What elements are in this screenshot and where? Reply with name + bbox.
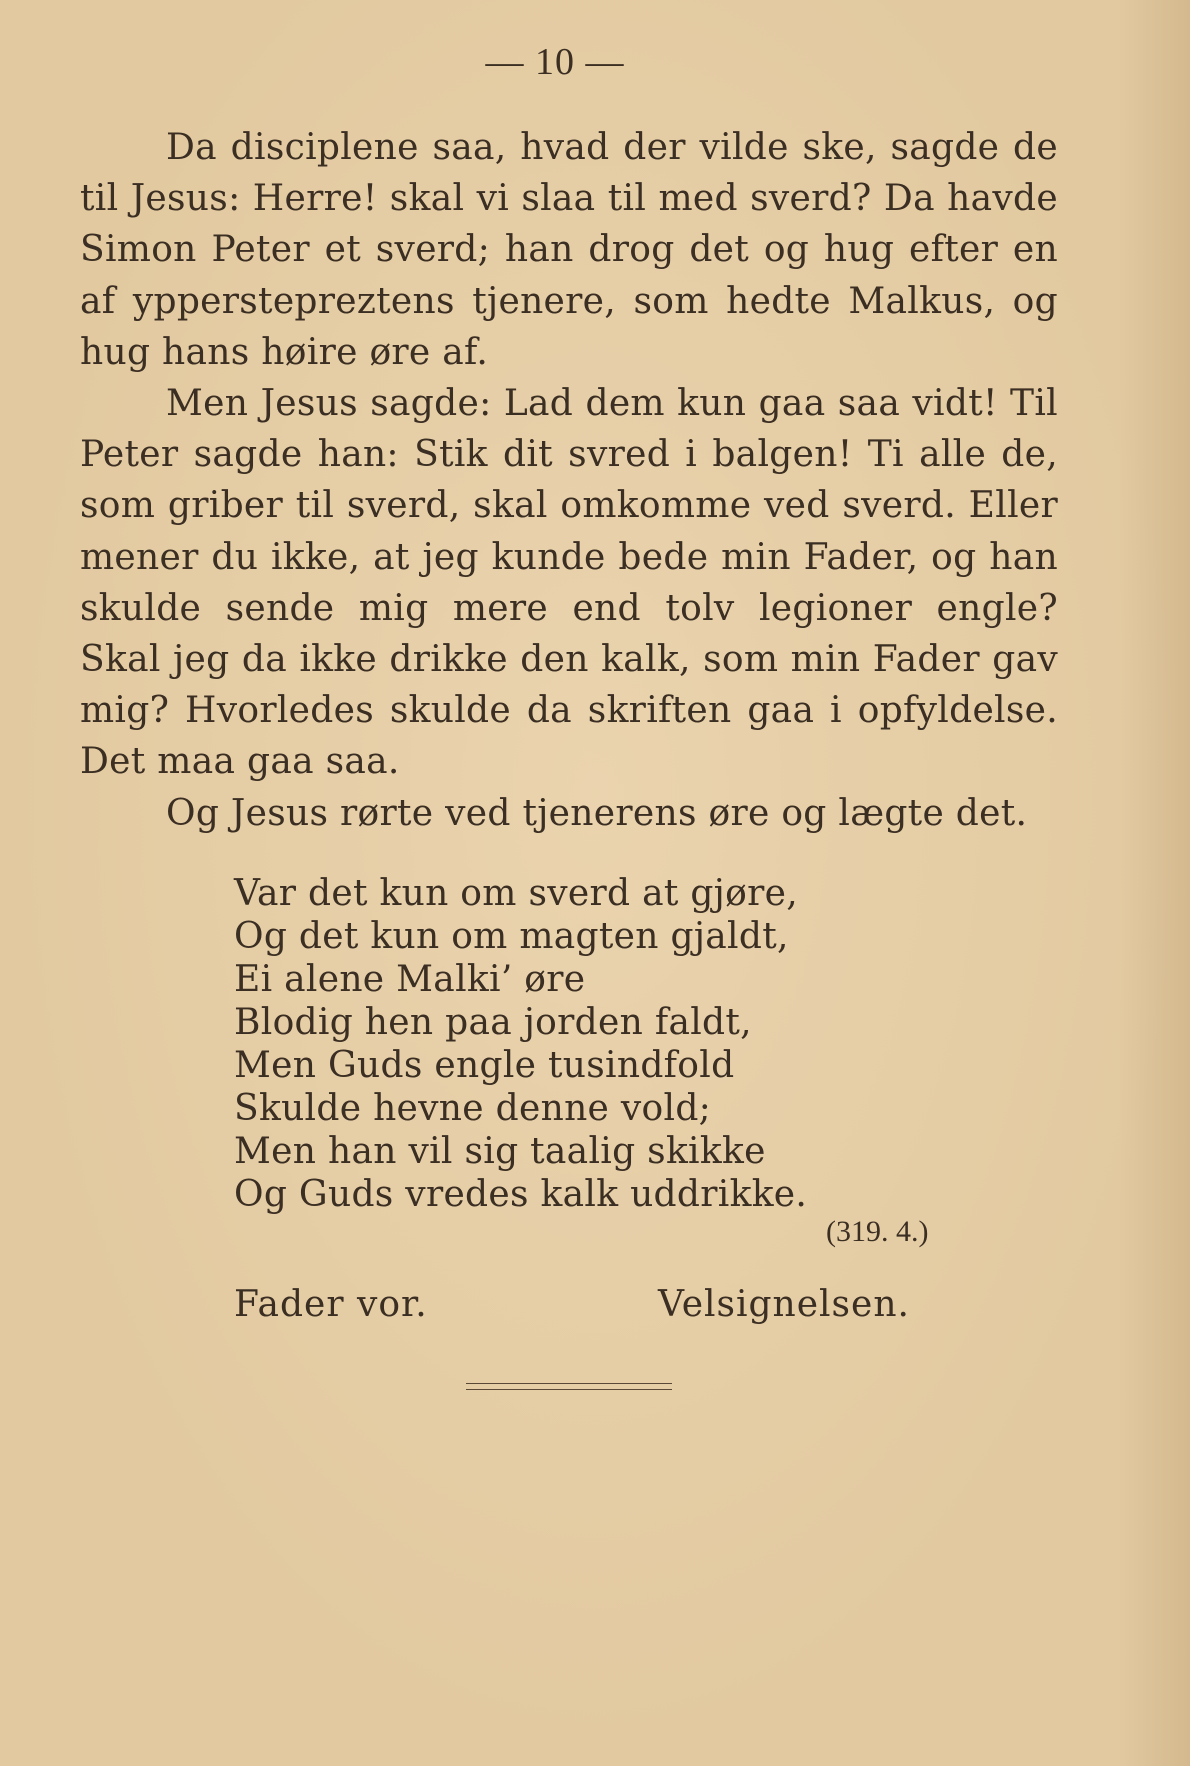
paragraph: Men Jesus sagde: Lad dem kun gaa saa vidt! Til Peter sagde han: Stik dit svred i balgen! Ti alle de, som griber til sverd, skal omkomme ved sverd. Eller mener du ikke, at jeg kunde bede min Fader, og han skulde sende mig mere end tolv legioner engle? Skal jeg da ikke drikke den kalk, som min Fader gav mig? Hvorledes skulde da skriften gaa i opfyldelse. Det maa gaa saa. [80,383,1058,783]
prose-body [80,122,1058,839]
page-number: — 10 — [485,41,625,83]
verse-line: Men han vil sig taalig skikke [234,1131,766,1172]
verse-line: Skulde hevne denne vold; [234,1088,712,1129]
verse-line: Og Guds vredes kalk uddrikke. [234,1174,808,1215]
verse-line: Men Guds engle tusindfold [234,1045,735,1086]
verse-line: Og det kun om magten gjaldt, [234,916,789,957]
closing-velsignelsen: Velsignelsen. [658,1284,910,1325]
verse-line: Blodig hen paa jorden faldt, [234,1002,752,1043]
hymn-verse [234,872,954,1216]
paragraph: Da disciplene saa, hvad der vilde ske, sagde de til Jesus: Herre! skal vi slaa til med sverd? Da havde Simon Peter et sverd; han drog det og hug efter en af ypperstepreztens tjenere, som hedte Malkus, og hug hans høire øre af. [80,127,1058,373]
verse-line: Var det kun om sverd at gjøre, [234,873,798,914]
paragraph: Og Jesus rørte ved tjenerens øre og lægte det. [166,792,1028,834]
hymn-reference: (319. 4.) [826,1215,929,1248]
section-divider [466,1383,672,1390]
closing-fader-vor: Fader vor. [234,1284,428,1325]
verse-line: Ei alene Malki’ øre [234,959,586,1000]
